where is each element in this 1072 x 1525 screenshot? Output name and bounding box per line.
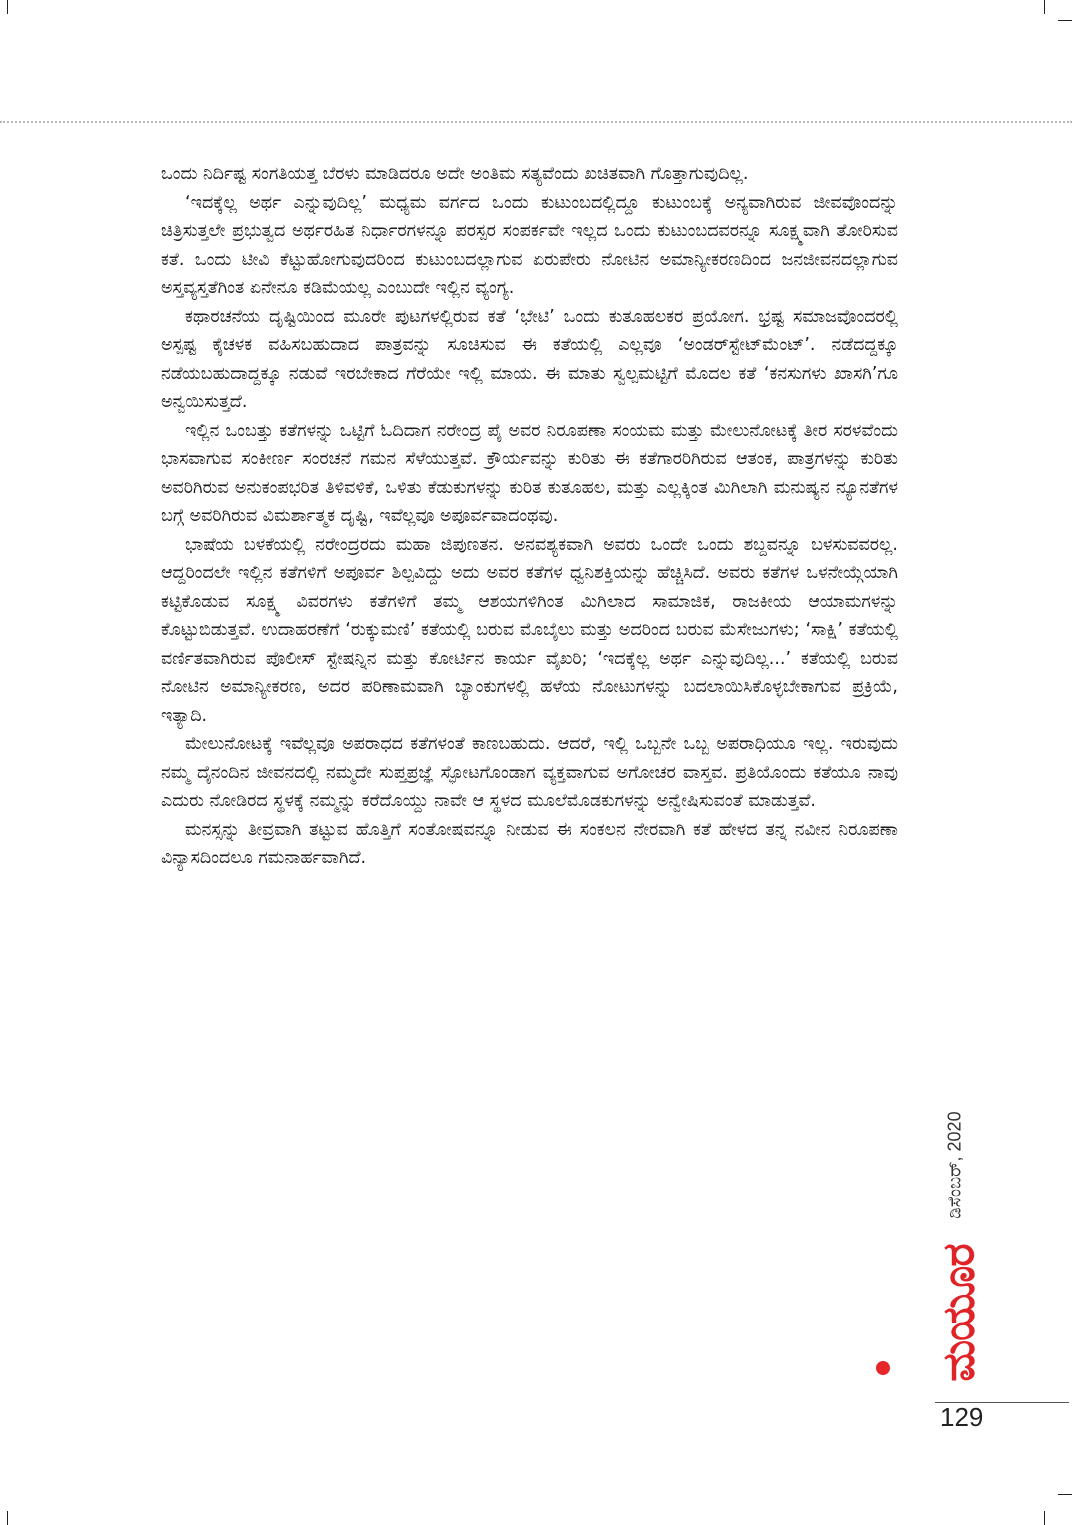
crop-mark-right-top bbox=[1058, 20, 1072, 21]
issue-date: ಡಿಸೆಂಬರ್, 2020 bbox=[944, 1111, 965, 1219]
paragraph: ಮೇಲುನೋಟಕ್ಕೆ ಇವೆಲ್ಲವೂ ಅಪರಾಧದ ಕತೆಗಳಂತೆ ಕಾಣಬಹುದು. ಆದರೆ, ಇಲ್ಲಿ ಒಬ್ಬನೇ ಒಬ್ಬ ಅಪರಾಧಿಯೂ ಇಲ್ಲ. ಇರುವುದು ನಮ್ಮ ದೈನಂದಿನ ಜೀವನದಲ್ಲಿ ನಮ್ಮದೇ ಸುಪ್ತಪ್ರಜ್ಞೆ ಸ್ಫೋಟಗೊಂಡಾಗ ವ್ಯಕ್ತವಾಗುವ ಅಗೋಚರ ವಾಸ್ತವ. ಪ್ರತಿಯೊಂದು ಕತೆಯೂ ನಾವು ಎದುರು ನೋಡಿರದ ಸ್ಥಳಕ್ಕೆ ನಮ್ಮನ್ನು ಕರೆದೊಯ್ದು ನಾವೇ ಆ ಸ್ಥಳದ ಮೂಲೆಮೊಡಕುಗಳನ್ನು ಅನ್ವೇಷಿಸುವಂತೆ ಮಾಡುತ್ತವೆ. bbox=[161, 734, 898, 811]
paragraph: ಭಾಷೆಯ ಬಳಕೆಯಲ್ಲಿ ನರೇಂದ್ರರದು ಮಹಾ ಜಿಪುಣತನ. ಅನವಶ್ಯಕವಾಗಿ ಅವರು ಒಂದೇ ಒಂದು ಶಬ್ದವನ್ನೂ ಬಳಸುವವರಲ್ಲ. ಆದ್ದರಿಂದಲೇ ಇಲ್ಲಿನ ಕತೆಗಳಿಗೆ ಅಪೂರ್ವ ಶಿಲ್ಪವಿದ್ದು ಅದು ಅವರ ಕತೆಗಳ ಧ್ವನಿಶಕ್ತಿಯನ್ನು ಹೆಚ್ಚಿಸಿದೆ. ಅವರು ಕತೆಗಳ ಒಳನೇಯ್ಗೆಯಾಗಿ ಕಟ್ಟಿಕೊಡುವ ಸೂಕ್ಷ್ಮ ವಿವರಗಳು ಕತೆಗಳಿಗೆ ತಮ್ಮ ಆಶಯಗಳಿಗಿಂತ ಮಿಗಿಲಾದ ಸಾಮಾಜಿಕ, ರಾಜಕೀಯ ಆಯಾಮಗಳನ್ನು ಕೊಟ್ಟುಬಿಡುತ್ತವೆ. ಉದಾಹರಣೆಗೆ ‘ರುಕ್ಕುಮಣಿ’ ಕತೆಯಲ್ಲಿ ಬರುವ ಮೊಬೈಲು ಮತ್ತು ಅದರಿಂದ ಬರುವ ಮೆಸೇಜುಗಳು; ‘ಸಾಕ್ಷಿ’ ಕತೆಯಲ್ಲಿ ವರ್ಣಿತವಾಗಿರುವ ಪೊಲೀಸ್ ಸ್ಟೇಷನ್ನಿನ ಮತ್ತು ಕೋರ್ಟಿನ ಕಾರ್ಯ ವೈಖರಿ; ‘ಇದಕ್ಕೆಲ್ಲ ಅರ್ಥ ಎನ್ನುವುದಿಲ್ಲ...’ ಕತೆಯಲ್ಲಿ ಬರುವ ನೋಟಿನ ಅಮಾನ್ಯೀಕರಣ, ಅದರ ಪರಿಣಾಮವಾಗಿ ಬ್ಯಾಂಕುಗಳಲ್ಲಿ ಹಳೆಯ ನೋಟುಗಳನ್ನು ಬದಲಾಯಿಸಿಕೊಳ್ಳಬೇಕಾಗುವ ಪ್ರಕ್ರಿಯೆ, ಇತ್ಯಾದಿ. bbox=[161, 534, 898, 726]
paragraph: ಮನಸ್ಸನ್ನು ತೀವ್ರವಾಗಿ ತಟ್ಟುವ ಹೊತ್ತಿಗೆ ಸಂತೋಷವನ್ನೂ ನೀಡುವ ಈ ಸಂಕಲನ ನೇರವಾಗಿ ಕತೆ ಹೇಳದ ತನ್ನ ನವೀನ ನಿರೂಪಣಾ ವಿನ್ಯಾಸದಿಂದಲೂ ಗಮನಾರ್ಹವಾಗಿದೆ. bbox=[161, 819, 898, 868]
crop-mark-bottom-right bbox=[1044, 1511, 1045, 1525]
magazine-logo: ಮಯೂರ bbox=[933, 1244, 985, 1382]
crop-mark-top-left bbox=[7, 0, 8, 14]
paragraph: ಇಲ್ಲಿನ ಒಂಬತ್ತು ಕತೆಗಳನ್ನು ಒಟ್ಟಿಗೆ ಓದಿದಾಗ ನರೇಂದ್ರ ಪೈ ಅವರ ನಿರೂಪಣಾ ಸಂಯಮ ಮತ್ತು ಮೇಲುನೋಟಕ್ಕೆ ತೀರ ಸರಳವೆಂದು ಭಾಸವಾಗುವ ಸಂಕೀರ್ಣ ಸಂರಚನೆ ಗಮನ ಸೆಳೆಯುತ್ತವೆ. ಕ್ರೌರ್ಯವನ್ನು ಕುರಿತು ಈ ಕತೆಗಾರರಿಗಿರುವ ಆತಂಕ, ಪಾತ್ರಗಳನ್ನು ಕುರಿತು ಅವರಿಗಿರುವ ಅನುಕಂಪಭರಿತ ತಿಳಿವಳಿಕೆ, ಒಳಿತು ಕೆಡುಕುಗಳನ್ನು ಕುರಿತ ಕುತೂಹಲ, ಮತ್ತು ಎಲ್ಲಕ್ಕಿಂತ ಮಿಗಿಲಾಗಿ ಮನುಷ್ಯನ ನ್ಯೂನತೆಗಳ ಬಗ್ಗೆ ಅವರಿಗಿರುವ ವಿಮರ್ಶಾತ್ಮಕ ದೃಷ್ಟಿ, ಇವೆಲ್ಲವೂ ಅಪೂರ್ವವಾದಂಥವು. bbox=[161, 420, 898, 526]
red-dot-marker bbox=[876, 1361, 890, 1375]
page-number: 129 bbox=[940, 1402, 984, 1432]
crop-mark-top-right bbox=[1044, 0, 1045, 14]
header-dotted-rule bbox=[0, 121, 1072, 123]
crop-mark-bottom-left bbox=[7, 1511, 8, 1525]
paragraph: ಒಂದು ನಿರ್ದಿಷ್ಟ ಸಂಗತಿಯತ್ತ ಬೆರಳು ಮಾಡಿದರೂ ಅದೇ ಅಂತಿಮ ಸತ್ಯವೆಂದು ಖಚಿತವಾಗಿ ಗೊತ್ತಾಗುವುದಿಲ್ಲ. bbox=[161, 164, 749, 184]
article-body bbox=[161, 160, 898, 873]
paragraph: ‘ಇದಕ್ಕೆಲ್ಲ ಅರ್ಥ ಎನ್ನುವುದಿಲ್ಲ’ ಮಧ್ಯಮ ವರ್ಗದ ಒಂದು ಕುಟುಂಬದಲ್ಲಿದ್ದೂ ಕುಟುಂಬಕ್ಕೆ ಅನ್ಯವಾಗಿರುವ ಜೀವವೊಂದನ್ನು ಚಿತ್ರಿಸುತ್ತಲೇ ಪ್ರಭುತ್ವದ ಅರ್ಥರಹಿತ ನಿರ್ಧಾರಗಳನ್ನೂ ಪರಸ್ಪರ ಸಂಪರ್ಕವೇ ಇಲ್ಲದ ಒಂದು ಕುಟುಂಬದವರನ್ನೂ ಸೂಕ್ಷ್ಮವಾಗಿ ತೋರಿಸುವ ಕತೆ. ಒಂದು ಟೀವಿ ಕೆಟ್ಟುಹೋಗುವುದರಿಂದ ಕುಟುಂಬದಲ್ಲಾಗುವ ಏರುಪೇರು ನೋಟಿನ ಅಮಾನ್ಯೀಕರಣದಿಂದ ಜನಜೀವನದಲ್ಲಾಗುವ ಅಸ್ತವ್ಯಸ್ತತೆಗಿಂತ ಏನೇನೂ ಕಡಿಮೆಯಲ್ಲ ಎಂಬುದೇ ಇಲ್ಲಿನ ವ್ಯಂಗ್ಯ. bbox=[161, 192, 898, 298]
crop-mark-right-bottom bbox=[1058, 1494, 1072, 1495]
paragraph: ಕಥಾರಚನೆಯ ದೃಷ್ಟಿಯಿಂದ ಮೂರೇ ಪುಟಗಳಲ್ಲಿರುವ ಕತೆ ‘ಭೇಟಿ’ ಒಂದು ಕುತೂಹಲಕರ ಪ್ರಯೋಗ. ಭ್ರಷ್ಟ ಸಮಾಜವೊಂದರಲ್ಲಿ ಅಸ್ಪಷ್ಟ ಕೈಚಳಕ ವಹಿಸಬಹುದಾದ ಪಾತ್ರವನ್ನು ಸೂಚಿಸುವ ಈ ಕತೆಯಲ್ಲಿ ಎಲ್ಲವೂ ‘ಅಂಡರ್‌ಸ್ಟೇಟ್‌ಮೆಂಟ್’. ನಡೆದದ್ದಕ್ಕೂ ನಡೆಯಬಹುದಾದ್ದಕ್ಕೂ ನಡುವೆ ಇರಬೇಕಾದ ಗೆರೆಯೇ ಇಲ್ಲಿ ಮಾಯ. ಈ ಮಾತು ಸ್ವಲ್ಪಮಟ್ಟಿಗೆ ಮೊದಲ ಕತೆ ‘ಕನಸುಗಳು ಖಾಸಗಿ’ಗೂ ಅನ್ವಯಿಸುತ್ತದೆ. bbox=[161, 306, 898, 412]
